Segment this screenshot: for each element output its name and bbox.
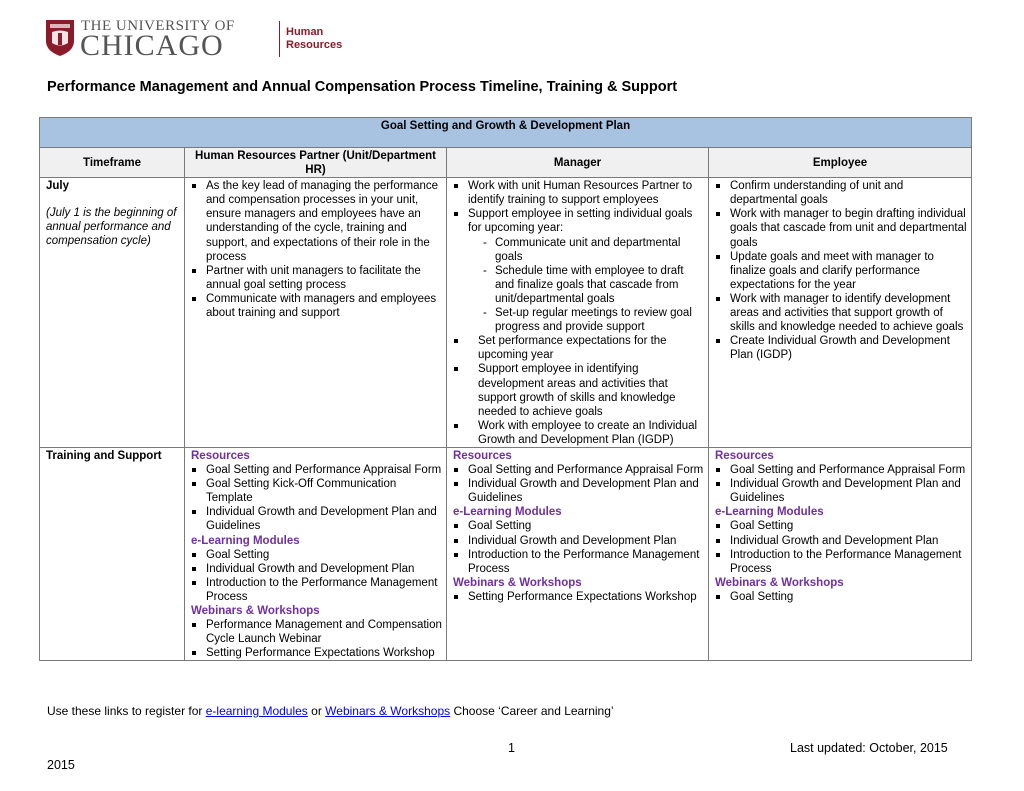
list-item: Setting Performance Expectations Workshop	[188, 646, 443, 660]
logo-department	[286, 26, 342, 52]
list-item: Goal Setting and Performance Appraisal Form	[188, 463, 443, 477]
list-item: Performance Management and Compensation Cycle Launch Webinar	[188, 618, 443, 646]
list-item: Individual Growth and Development Plan and Guidelines	[712, 477, 968, 505]
elearning-heading: e-Learning Modules	[453, 506, 562, 519]
list-item: Individual Growth and Development Plan and Guidelines	[188, 505, 443, 533]
table-row-training	[40, 447, 972, 660]
logo-dept-line-1: Human	[286, 26, 324, 38]
header-employee: Employee	[709, 148, 972, 178]
list-item: Goal Setting	[712, 519, 968, 533]
list-item: Support employee in setting individual goals for upcoming year:	[450, 207, 705, 235]
section-heading: Goal Setting and Growth & Development Plan	[40, 118, 972, 148]
training-hr-cell	[185, 447, 447, 660]
list-item: Individual Growth and Development Plan	[712, 534, 968, 548]
july-hr-cell	[185, 178, 447, 448]
logo-dept-line-2: Resources	[286, 39, 343, 51]
register-prefix: Use these links to register for	[47, 704, 203, 718]
elearning-modules-link[interactable]: e-learning Modules	[205, 704, 308, 718]
timeframe-note: (July 1 is the beginning of annual performance and compensation cycle)	[46, 207, 177, 248]
list-item: Confirm understanding of unit and departmental goals	[712, 179, 968, 207]
footer-year: 2015	[47, 758, 75, 772]
list-item: Goal Setting	[712, 590, 968, 604]
resources-heading: Resources	[191, 449, 250, 462]
list-item: Goal Setting and Performance Appraisal Form	[712, 463, 968, 477]
list-item: Individual Growth and Development Plan	[450, 534, 705, 548]
resources-heading: Resources	[715, 449, 774, 462]
list-item: Goal Setting Kick-Off Communication Template	[188, 477, 443, 505]
list-item: Setting Performance Expectations Workshop	[450, 590, 705, 604]
list-item: Introduction to the Performance Management Process	[188, 576, 443, 604]
elearning-heading: e-Learning Modules	[715, 506, 824, 519]
list-item: Partner with unit managers to facilitate the annual goal setting process	[188, 264, 443, 292]
header-timeframe: Timeframe	[40, 148, 185, 178]
july-employee-cell	[709, 178, 972, 448]
university-shield-icon	[45, 19, 75, 57]
list-item: Goal Setting	[450, 519, 705, 533]
university-logo	[45, 17, 343, 62]
header-manager: Manager	[447, 148, 709, 178]
logo-line-2: CHICAGO	[80, 29, 224, 62]
list-item: Set performance expectations for the upcoming year	[450, 334, 705, 362]
timeline-table	[39, 117, 972, 661]
resources-heading: Resources	[453, 449, 512, 462]
register-links-line	[47, 704, 614, 718]
last-updated: Last updated: October, 2015	[790, 741, 948, 755]
page-number: 1	[508, 741, 515, 755]
timeframe-training: Training and Support	[40, 447, 185, 660]
july-manager-cell	[447, 178, 709, 448]
list-item: Introduction to the Performance Management Process	[712, 548, 968, 576]
sub-list-item: - Set-up regular meetings to review goal progress and provide support	[450, 306, 705, 334]
webinars-heading: Webinars & Workshops	[453, 576, 582, 589]
page-title: Performance Management and Annual Compensation Process Timeline, Training & Support	[47, 79, 678, 95]
elearning-heading: e-Learning Modules	[191, 534, 300, 547]
training-manager-cell	[447, 447, 709, 660]
list-item: Individual Growth and Development Plan	[188, 562, 443, 576]
list-item: Goal Setting and Performance Appraisal Form	[450, 463, 705, 477]
webinars-heading: Webinars & Workshops	[715, 576, 844, 589]
timeframe-label: July	[46, 180, 70, 193]
register-middle: or	[311, 704, 322, 718]
training-employee-cell	[709, 447, 972, 660]
list-item: As the key lead of managing the performance and compensation processes in your unit, ensure managers and employees have an understanding of the cycle, training and support, and expectations of their role in the process	[188, 179, 443, 264]
sub-list-item: - Communicate unit and departmental goals	[450, 236, 705, 264]
list-item: Work with manager to begin drafting individual goals that cascade from unit and departmental goals	[712, 207, 968, 249]
header-hr-partner: Human Resources Partner (Unit/Department HR)	[185, 148, 447, 178]
logo-line-1: THE UNIVERSITY OF	[81, 18, 235, 34]
list-item: Introduction to the Performance Management Process	[450, 548, 705, 576]
list-item: Support employee in identifying development areas and activities that support growth of skills and knowledge needed to achieve goals	[450, 362, 705, 418]
list-item: Communicate with managers and employees about training and support	[188, 292, 443, 320]
logo-divider	[279, 21, 280, 57]
list-item: Update goals and meet with manager to finalize goals and clarify performance expectations for the year	[712, 250, 968, 292]
list-item: Work with unit Human Resources Partner to identify training to support employees	[450, 179, 705, 207]
table-row-july	[40, 178, 972, 448]
register-suffix: Choose ‘Career and Learning’	[453, 704, 614, 718]
list-item: Individual Growth and Development Plan and Guidelines	[450, 477, 705, 505]
list-item: Work with employee to create an Individual Growth and Development Plan (IGDP)	[450, 419, 705, 447]
webinars-heading: Webinars & Workshops	[191, 605, 320, 617]
list-item: Work with manager to identify development areas and activities that support growth of skills and knowledge needed to achieve goals	[712, 292, 968, 334]
webinars-workshops-link[interactable]: Webinars & Workshops	[325, 704, 451, 718]
timeframe-july	[40, 178, 185, 448]
list-item: Goal Setting	[188, 548, 443, 562]
sub-list-item: - Schedule time with employee to draft and finalize goals that cascade from unit/departmental goals	[450, 264, 705, 306]
list-item: Create Individual Growth and Development Plan (IGDP)	[712, 334, 968, 362]
